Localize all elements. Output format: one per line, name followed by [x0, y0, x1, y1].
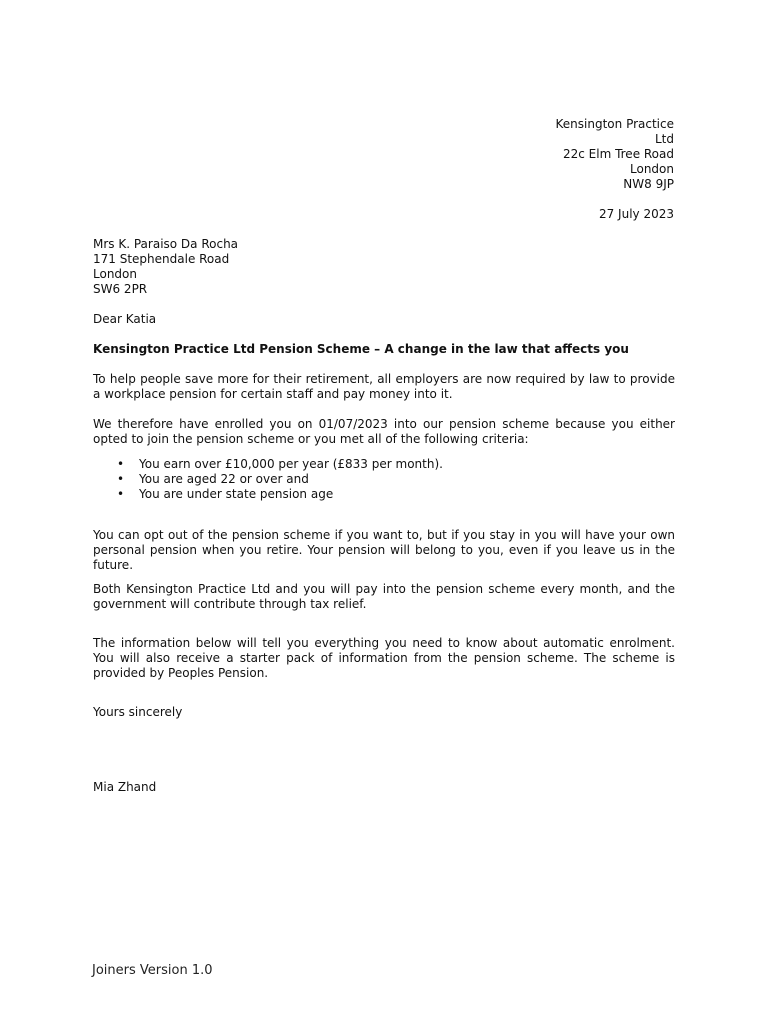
sender-address [474, 117, 674, 192]
recipient-address-line: 171 Stephendale Road [93, 252, 230, 266]
bullet-icon: • [117, 472, 125, 486]
sender-address-line: Kensington Practice [555, 117, 674, 131]
sender-address-line: 22c Elm Tree Road [562, 147, 674, 161]
list-item [93, 487, 675, 502]
bullet-icon: • [117, 457, 125, 471]
body-paragraph: We therefore have enrolled you on 01/07/2023 into our pension scheme because you either opted to join the pension scheme or you met all of the following criteria: [93, 417, 675, 446]
recipient-address-line: Mrs K. Paraiso Da Rocha [93, 237, 239, 251]
salutation: Dear Katia [93, 312, 157, 326]
bullet-icon: • [117, 487, 125, 501]
list-item [93, 457, 675, 472]
signatory-name: Mia Zhand [93, 780, 157, 794]
recipient-address-line: SW6 2PR [93, 282, 148, 296]
list-item-text: You earn over £10,000 per year (£833 per month). [139, 457, 443, 471]
page-footer: Joiners Version 1.0 [92, 963, 213, 978]
body-paragraph: To help people save more for their retirement, all employers are now required by law to provide a workplace pension for certain staff and pay money into it. [93, 372, 675, 401]
closing-line: Yours sincerely [93, 705, 183, 719]
sender-address-line: London [630, 162, 674, 176]
letter-date: 27 July 2023 [598, 207, 674, 221]
letter-subject: Kensington Practice Ltd Pension Scheme – A change in the law that affects you [93, 342, 629, 356]
body-paragraph: The information below will tell you everything you need to know about automatic enrolment. You will also receive a starter pack of information from the pension scheme. The scheme is provided by Peoples Pension. [93, 636, 675, 680]
recipient-address-line: London [93, 267, 137, 281]
list-item-text: You are aged 22 or over and [139, 472, 309, 486]
recipient-address [93, 237, 238, 297]
criteria-list [93, 457, 675, 502]
sender-address-line: NW8 9JP [623, 177, 674, 191]
body-paragraph: You can opt out of the pension scheme if you want to, but if you stay in you will have your own personal pension when you retire. Your pension will belong to you, even if you leave us in the future. [93, 528, 675, 572]
body-paragraph: Both Kensington Practice Ltd and you will pay into the pension scheme every month, and the government will contribute through tax relief. [93, 582, 675, 611]
list-item [93, 472, 675, 487]
list-item-text: You are under state pension age [139, 487, 334, 501]
sender-address-line: Ltd [654, 132, 674, 146]
